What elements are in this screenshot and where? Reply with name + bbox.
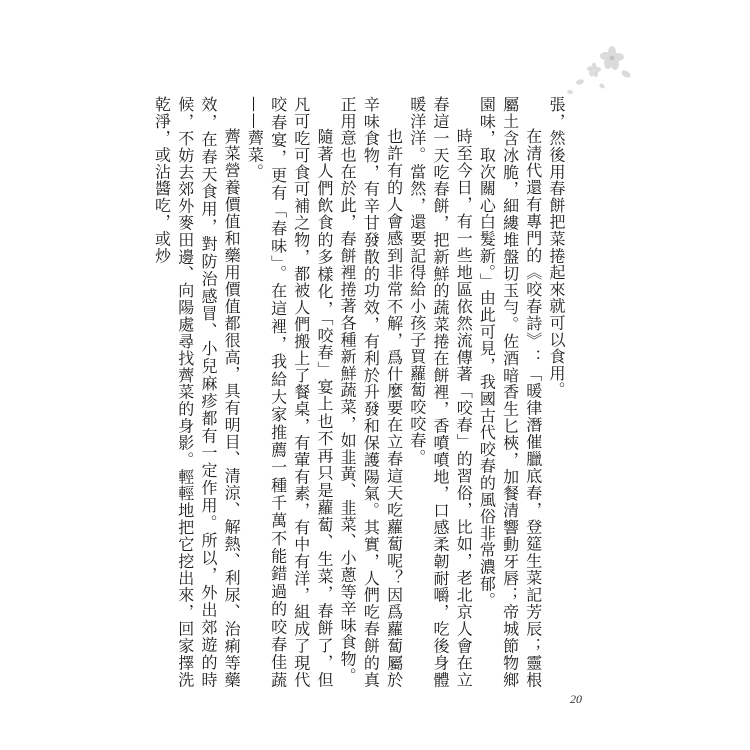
paragraph: 薺菜營養價值和藥用價值都很高，具有明目、清涼、解熱、利尿、治痢等藥效，在春天食用，對防治感冒、小兒麻疹都有一定作用。所以，外出郊遊的時候，不妨去郊外麥田邊、向陽處尋找薺菜的身影。輕輕地把它挖出來，回家擇洗乾淨，或沾醬吃，或炒	[152, 96, 242, 688]
paragraph: 時至今日，有一些地區依然流傳著「咬春」的習俗，比如，老北京人會在立春這一天吃春餅，把新鮮的蔬菜捲在餅裡，香噴噴地，口感柔韌耐嚼，吃後身體暖洋洋。當然，還要記得給小孩子買蘿蔔咬咬春。	[407, 96, 474, 688]
paragraph: 也許有的人會感到非常不解，爲什麼要在立春這天吃蘿蔔呢？因爲蘿蔔屬於辛味食物，有辛甘發散的功效，有利於升發和保護陽氣。其實，人們吃春餅的真正用意也在於此，春餅裡捲著各種新鮮蔬菜，如韭黃、韭菜、小蔥等辛味食物。	[338, 96, 404, 688]
body-text	[152, 96, 568, 688]
plum-blossom-icon	[560, 40, 640, 110]
paragraph: 在清代還有專門的《咬春詩》：「暖律潛催臘底春，登筵生菜記芳辰；靈根屬土含冰脆，細縷堆盤切玉勻。佐酒暗香生匕梜，加餐清響動牙唇；帝城節物鄉園味，取次關心白髮新。」由此可見，我國古代咬春的風俗非常濃郁。	[477, 96, 543, 688]
page-number: 20	[570, 692, 582, 706]
paragraph: 隨著人們飲食的多樣化，「咬春」宴上也不再只是蘿蔔、生菜，春餅了，但凡可吃可食可補之物，都被人們搬上了餐桌，有葷有素，有中有洋，組成了現代咬春宴，更有「春味」。在這裡，我給大家推薦一種千萬不能錯過的咬春佳蔬——薺菜。	[245, 96, 334, 688]
paragraph: 張，然後用春餅把菜捲起來就可以食用。	[547, 96, 566, 399]
